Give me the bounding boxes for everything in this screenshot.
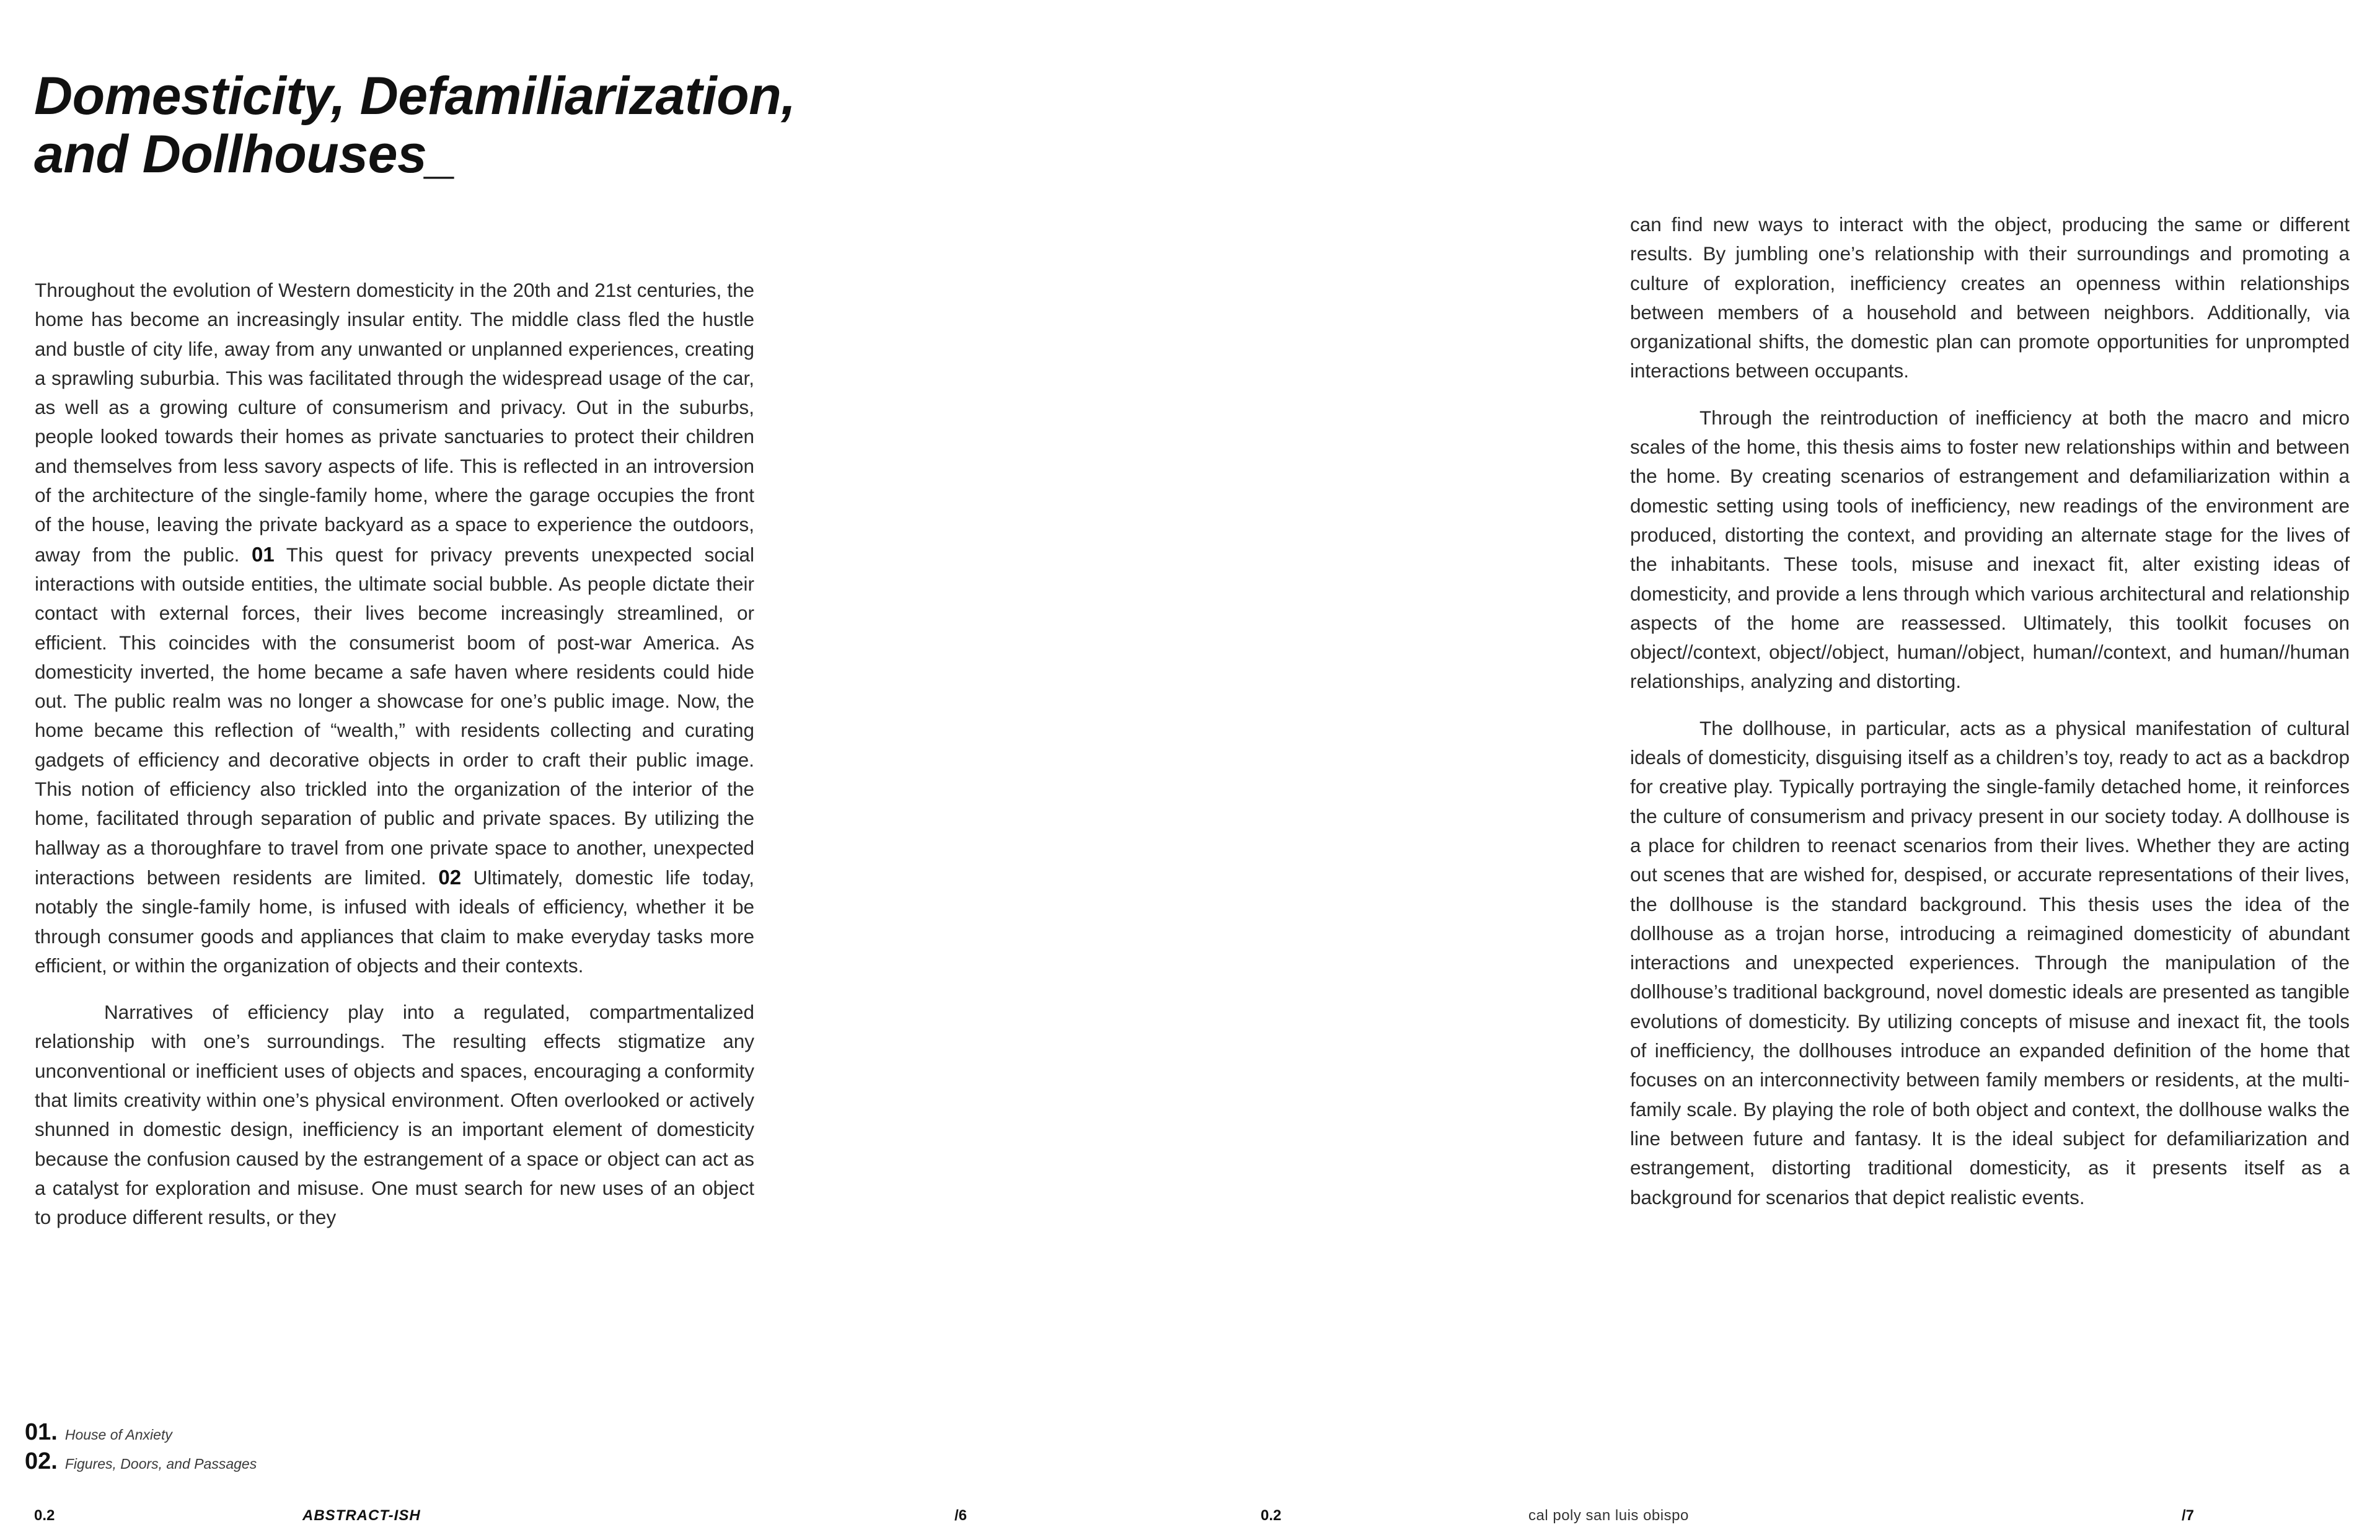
right-text-column (1630, 210, 2350, 1230)
caption-item (25, 1448, 583, 1477)
footer-left-section: 0.2 (34, 1507, 55, 1524)
page-title (34, 67, 902, 183)
caption-number: 01. (25, 1419, 58, 1445)
paragraph-text: This quest for privacy prevents unexpected social interactions with outside entities, the ultimate social bubble. As people dictate their contact with external forces, their lives become increasingly streamlined, or efficient. This coincides with the consumerist boom of post-war America. As domesticity inverted, the home became a safe haven where residents could hide out. The public realm was no longer a showcase for one’s public image. Now, the home became this reflection of “wealth,” with residents collecting and curating gadgets of efficiency and decorative objects in order to craft their public image. This notion of efficiency also trickled into the organization of the interior of the home, facilitated through separation of public and private spaces. By utilizing the hallway as a thoroughfare to travel from one private space to another, unexpected interactions between residents are limited. (35, 543, 754, 889)
footer-right-page-number: /7 (2182, 1507, 2195, 1524)
figure-reference-01: 01 (251, 542, 275, 566)
paragraph-text: Ultimately, domestic life today, notably the single-family home, is infused with ideals of efficiency, whether it be through consumer goods and appliances that claim to make everyday tasks more efficient, or within the organization of objects and their contexts. (35, 866, 754, 977)
paragraph: Through the reintroduction of inefficiency at both the macro and micro scales of the home, this thesis aims to foster new relationships within and between the home. By creating scenarios of estrangement and defamiliarization within a domestic setting using tools of inefficiency, new readings of the environment are produced, distorting the context, and providing an alternate stage for the lives of the inhabitants. These tools, misuse and inexact fit, alter existing ideas of domesticity, and provide a lens through which various architectural and relationship aspects of the home are reassessed. Ultimately, this toolkit focuses on object//context, object//object, human//object, human//context, and human//human relationships, analyzing and distorting. (1630, 406, 2350, 693)
caption-text: House of Anxiety (64, 1427, 172, 1443)
paragraph: can find new ways to interact with the object, producing the same or different results. By jumbling one’s relationship with their surroundings and promoting a culture of exploration, inefficiency creates an openness within relationships between members of a household and between neighbors. Additionally, via organizational shifts, the domestic plan can promote opportunities for unprompted interactions between occupants. (1630, 213, 2350, 382)
figure-captions (25, 1419, 583, 1477)
figure-reference-02: 02 (438, 865, 462, 889)
paragraph: Narratives of efficiency play into a regulated, compartmentalized relationship with one’s surroundings. The resulting effects stigmatize any unconventional or inefficient uses of objects and spaces, encouraging a conformity that limits creativity within one’s physical environment. Often overlooked or actively shunned in domestic design, inefficiency is an important element of domesticity because the confusion caused by the estrangement of a space or object can act as a catalyst for exploration and misuse. One must search for new uses of an object to produce different results, or they (35, 1001, 754, 1229)
caption-item (25, 1419, 583, 1448)
footer-right-label: cal poly san luis obispo (1528, 1507, 1689, 1524)
caption-number: 02. (25, 1448, 58, 1474)
footer-right-section: 0.2 (1261, 1507, 1282, 1524)
footer-left-page-number: /6 (954, 1507, 967, 1524)
title-line-1: Domesticity, Defamiliarization, (34, 66, 796, 126)
caption-text: Figures, Doors, and Passages (64, 1456, 257, 1472)
paragraph (35, 276, 754, 980)
paragraph-text: Throughout the evolution of Western domesticity in the 20th and 21st centuries, the home has become an increasingly insular entity. The middle class fled the hustle and bustle of city life, away from any unwanted or unplanned experiences, creating a sprawling suburbia. This was facilitated through the widespread usage of the car, as well as a growing culture of consumerism and privacy. Out in the suburbs, people looked towards their homes as private sanctuaries to protect their children and themselves from less savory aspects of life. This is reflected in an introversion of the architecture of the single-family home, where the garage occupies the front of the house, leaving the private backyard as a space to experience the outdoors, away from the public. (35, 279, 754, 566)
paragraph: The dollhouse, in particular, acts as a physical manifestation of cultural ideals of domesticity, disguising itself as a children’s toy, ready to act as a backdrop for creative play. Typically portraying the single-family detached home, it reinforces the culture of consumerism and privacy present in our society today. A dollhouse is a place for children to reenact scenarios from their lives. Whether they are acting out scenes that are wished for, despised, or accurate representations of their lives, the dollhouse is the standard background. This thesis uses the idea of the dollhouse as a trojan horse, introducing a reimagined domesticity of abundant interactions and unexpected experiences. Through the manipulation of the dollhouse’s traditional background, novel domestic ideals are presented as tangible evolutions of domesticity. By utilizing concepts of misuse and inexact fit, the tools of inefficiency, the dollhouses introduce an expanded definition of the home that focuses on an interconnectivity between family members or residents, at the multi-family scale. By playing the role of both object and context, the dollhouse walks the line between future and fantasy. It is the ideal subject for defamiliarization and estrangement, distorting traditional domesticity, as it presents itself as a background for scenarios that depict realistic events. (1630, 716, 2350, 1208)
title-line-2: and Dollhouses_ (34, 125, 456, 184)
left-text-column (35, 276, 754, 1250)
footer-left-label: ABSTRACT-ISH (302, 1507, 421, 1524)
